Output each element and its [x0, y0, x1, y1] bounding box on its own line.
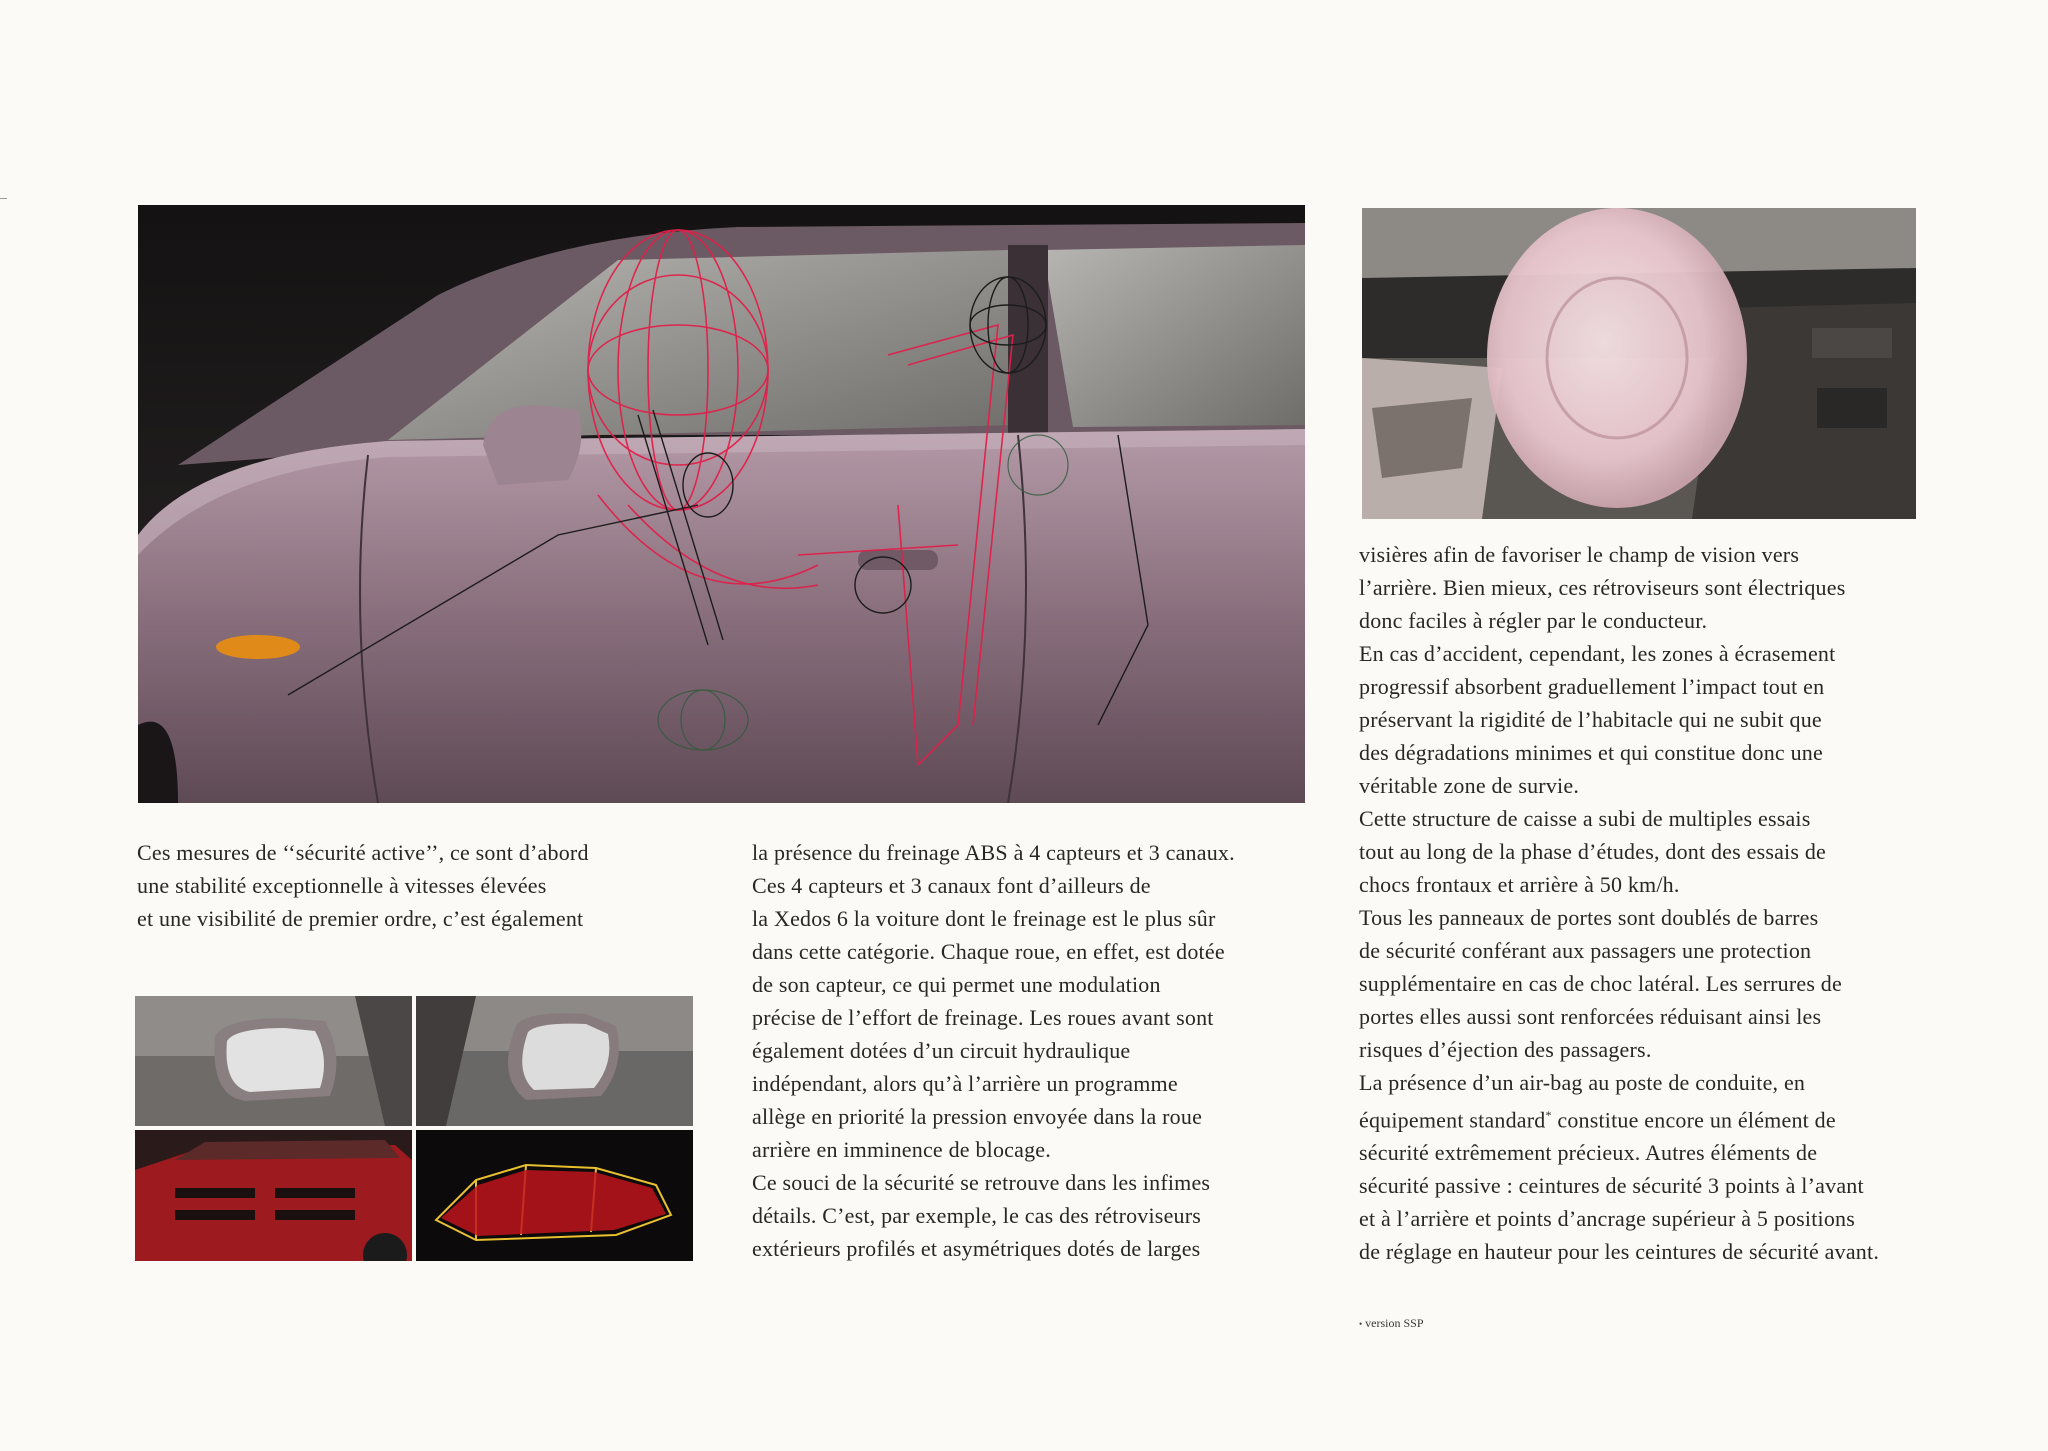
footnote-bullet: •: [1359, 1319, 1363, 1329]
airbag-photo: [1362, 208, 1916, 519]
side-bars-photo: [135, 1130, 412, 1261]
col3-paragraph-4: Tous les panneaux de portes sont doublés de barres de sécurité conférant aux passagers une protection supplémentaire en cas de choc latéral. Les serrures de portes elles aussi sont renforcées réduisant ainsi les risques d’éjection des passagers.: [1359, 905, 1842, 1062]
text-column-1: [137, 836, 697, 935]
text-column-2: [752, 836, 1312, 1265]
text-column-3: [1359, 538, 1949, 1268]
col2-paragraph-2: Ce souci de la sécurité se retrouve dans les infimes détails. C’est, par exemple, le cas des rétroviseurs extérieurs profilés et asymétriques dotés de larges: [752, 1170, 1211, 1261]
margin-tick: [0, 198, 7, 199]
mirror-photo-right: [416, 996, 693, 1126]
col3-paragraph-5: [1359, 1066, 1949, 1268]
footnote-marker: *: [1545, 1108, 1552, 1122]
mirror-photo-left: [135, 996, 412, 1126]
col3-paragraph-1: visières afin de favoriser le champ de vision vers l’arrière. Bien mieux, ces rétroviseurs sont électriques donc faciles à régler par le conducteur.: [1359, 542, 1846, 633]
footnote: [1359, 1316, 1424, 1331]
col3-paragraph-5-start: La présence d’un air-bag au poste de conduite, en équipement standard: [1359, 1070, 1806, 1133]
hero-photo-car-wireframe: [138, 205, 1305, 803]
footnote-text: version SSP: [1365, 1316, 1424, 1330]
col3-paragraph-5-end: constitue encore un élément de sécurité extrêmement précieux. Autres éléments de sécurité passive : ceintures de sécurité 3 points à l’avant et à l’arrière et points d’ancrage supérieur à 5 positions de réglage en hauteur pour les ceintures de sécurité avant.: [1359, 1107, 1880, 1265]
col3-paragraph-2: En cas d’accident, cependant, les zones à écrasement progressif absorbent graduellement l’impact tout en préservant la rigidité de l’habitacle qui ne subit que des dégradations minimes et qui constitue donc une véritable zone de survie.: [1359, 641, 1836, 798]
body-structure-photo: [416, 1130, 693, 1261]
col3-paragraph-3: Cette structure de caisse a subi de multiples essais tout au long de la phase d’études, dont des essais de chocs frontaux et arrière à 50 km/h.: [1359, 806, 1826, 897]
col2-paragraph-1: la présence du freinage ABS à 4 capteurs et 3 canaux. Ces 4 capteurs et 3 canaux font d’ailleurs de la Xedos 6 la voiture dont le freinage est le plus sûr dans cette catégorie. Chaque roue, en effet, est dotée de son capteur, ce qui permet une modulation précise de l’effort de freinage. Les roues avant sont également dotées d’un circuit hydraulique indépendant, alors qu’à l’arrière un programme allège en priorité la pression envoyée dans la roue arrière en imminence de blocage.: [752, 840, 1235, 1162]
col1-paragraph-1: Ces mesures de ‘‘sécurité active’’, ce sont d’abord une stabilité exceptionnelle à vitesses élevées et une visibilité de premier ordre, c’est également: [137, 840, 589, 931]
